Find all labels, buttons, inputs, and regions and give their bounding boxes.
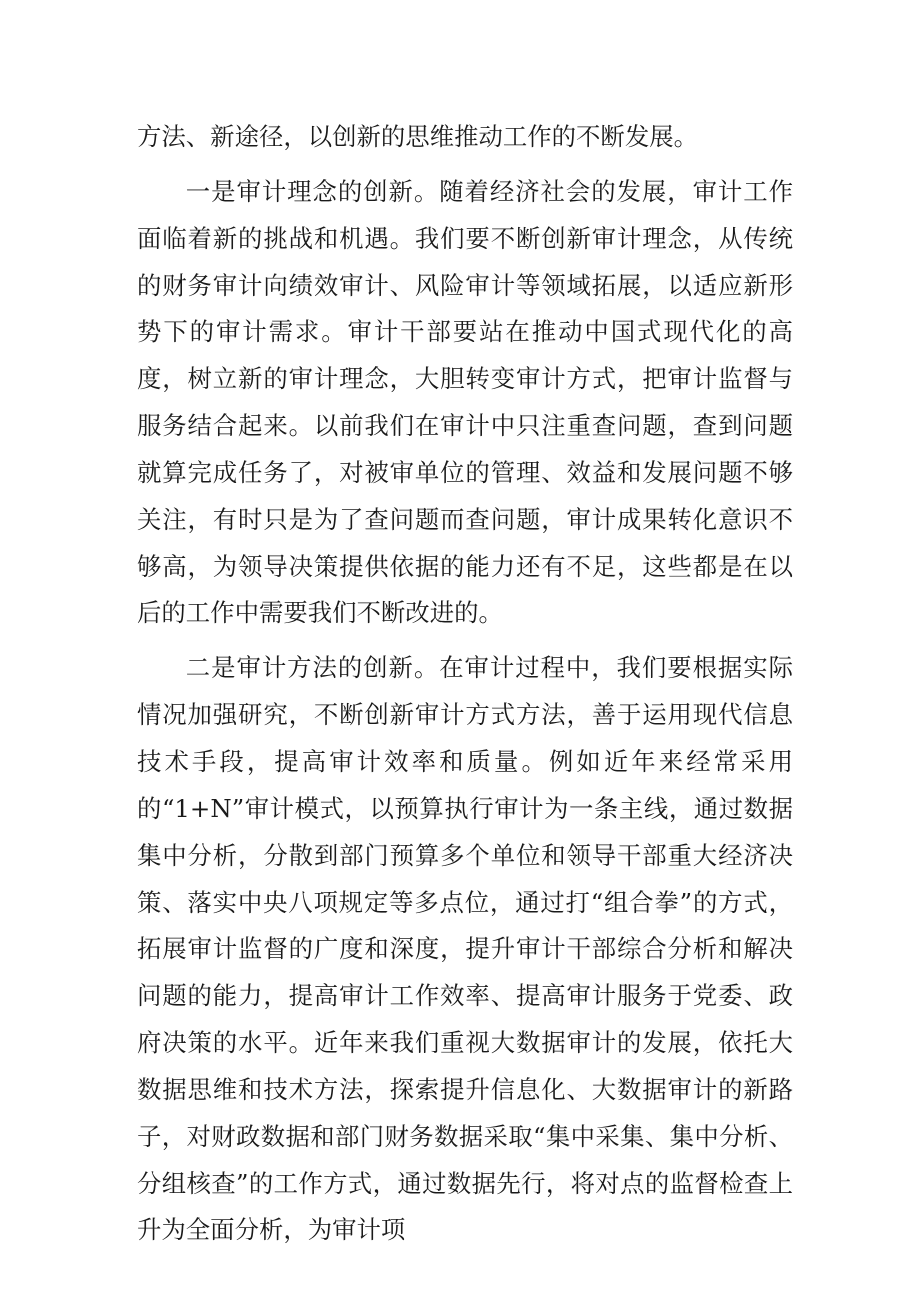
paragraph-audit-method-innovation: 二是审计方法的创新。在审计过程中，我们要根据实际情况加强研究，不断创新审计方式方法，善于运用现代信息技术手段，提高审计效率和质量。例如近年来经常采用的“1+N”审计模式，以预算执行审计为一条主线，通过数据集中分析，分散到部门预算多个单位和领导干部重大经济决策、落实中央八项规定等多点位，通过打“组合拳”的方式，拓展审计监督的广度和深度，提升审计干部综合分析和解决问题的能力，提高审计工作效率、提高审计服务于党委、政府决策的水平。近年来我们重视大数据审计的发展，依托大数据思维和技术方法，探索提升信息化、大数据审计的新路子，对财政数据和部门财务数据采取“集中采集、集中分析、分组核查”的工作方式，通过数据先行，将对点的监督检查上升为全面分析，为审计项	[137, 653, 793, 1245]
paragraph-audit-concept-innovation: 一是审计理念的创新。随着经济社会的发展，审计工作面临着新的挑战和机遇。我们要不断创新审计理念，从传统的财务审计向绩效审计、风险审计等领域拓展，以适应新形势下的审计需求。审计干部要站在推动中国式现代化的高度，树立新的审计理念，大胆转变审计方式，把审计监督与服务结合起来。以前我们在审计中只注重查问题，查到问题就算完成任务了，对被审单位的管理、效益和发展问题不够关注，有时只是为了查问题而查问题，审计成果转化意识不够高，为领导决策提供依据的能力还有不足，这些都是在以后的工作中需要我们不断改进的。	[137, 176, 793, 628]
paragraph-continuation: 方法、新途径，以创新的思维推动工作的不断发展。	[137, 122, 698, 151]
document-body	[137, 114, 793, 1254]
